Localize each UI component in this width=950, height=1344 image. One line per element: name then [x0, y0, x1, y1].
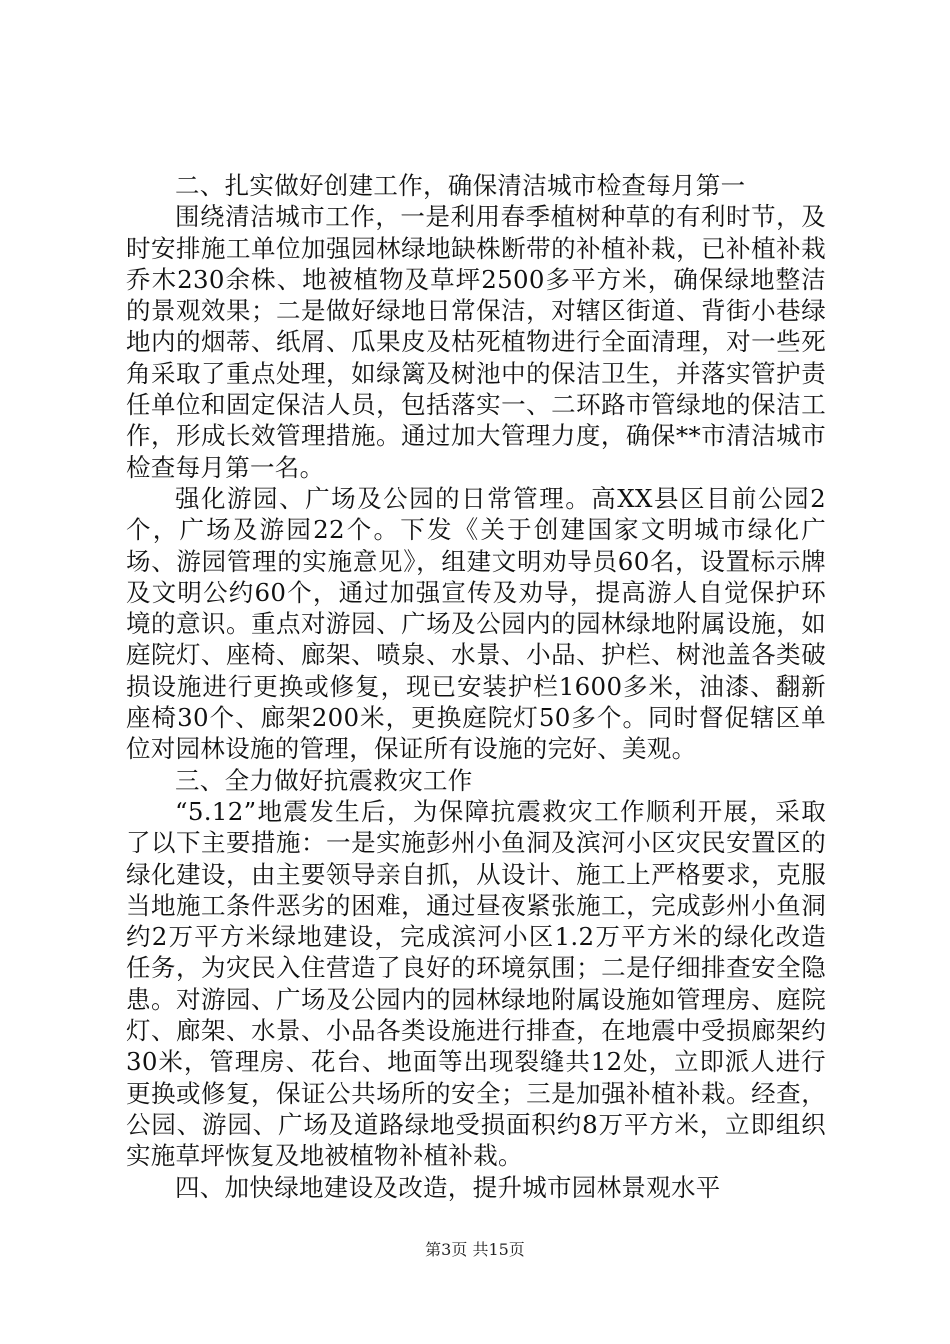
paragraph-park-management: 强化游园、广场及公园的日常管理。高XX县区目前公园2个，广场及游园22个。下发《关于创建国家文明城市绿化广场、游园管理的实施意见》，组建文明劝导员60名，设置标示牌及文明公约60个，通过加强宣传及劝导，提高游人自觉保护环境的意识。重点对游园、广场及公园内的园林绿地附属设施，如庭院灯、座椅、廊架、喷泉、水景、小品、护栏、树池盖各类破损设施进行更换或修复，现已安装护栏1600多米，油漆、翻新座椅30个、廊架200米，更换庭院灯50多个。同时督促辖区单位对园林设施的管理，保证所有设施的完好、美观。	[126, 483, 826, 764]
page-number: 第3页 共15页	[425, 1240, 525, 1259]
document-body	[126, 170, 826, 1203]
section-heading-3: 三、全力做好抗震救灾工作	[175, 765, 473, 795]
section-heading-2: 二、扎实做好创建工作，确保清洁城市检查每月第一	[175, 171, 746, 200]
paragraph-clean-city: 围绕清洁城市工作，一是利用春季植树种草的有利时节，及时安排施工单位加强园林绿地缺株断带的补植补栽，已补植补栽乔木230余株、地被植物及草坪2500多平方米，确保绿地整洁的景观效果；二是做好绿地日常保洁，对辖区街道、背街小巷绿地内的烟蒂、纸屑、瓜果皮及枯死植物进行全面清理，对一些死角采取了重点处理，如绿篱及树池中的保洁卫生，并落实管护责任单位和固定保洁人员，包括落实一、二环路市管绿地的保洁工作，形成长效管理措施。通过加大管理力度，确保**市清洁城市检查每月第一名。	[126, 202, 826, 482]
paragraph-earthquake-relief: “5.12”地震发生后，为保障抗震救灾工作顺利开展，采取了以下主要措施：一是实施彭州小鱼洞及滨河小区灾民安置区的绿化建设，由主要领导亲自抓，从设计、施工上严格要求，克服当地施工条件恶劣的困难，通过昼夜紧张施工，完成彭州小鱼洞约2万平方米绿地建设，完成滨河小区1.2万平方米的绿化改造任务，为灾民入住营造了良好的环境氛围；二是仔细排查安全隐患。对游园、广场及公园内的园林绿地附属设施如管理房、庭院灯、廊架、水景、小品各类设施进行排查，在地震中受损廊架约30米，管理房、花台、地面等出现裂缝共12处，立即派人进行更换或修复，保证公共场所的安全；三是加强补植补栽。经查，公园、游园、广场及道路绿地受损面积约8万平方米，立即组织实施草坪恢复及地被植物补植补栽。	[126, 796, 826, 1171]
section-heading-4: 四、加快绿地建设及改造，提升城市园林景观水平	[175, 1172, 721, 1202]
